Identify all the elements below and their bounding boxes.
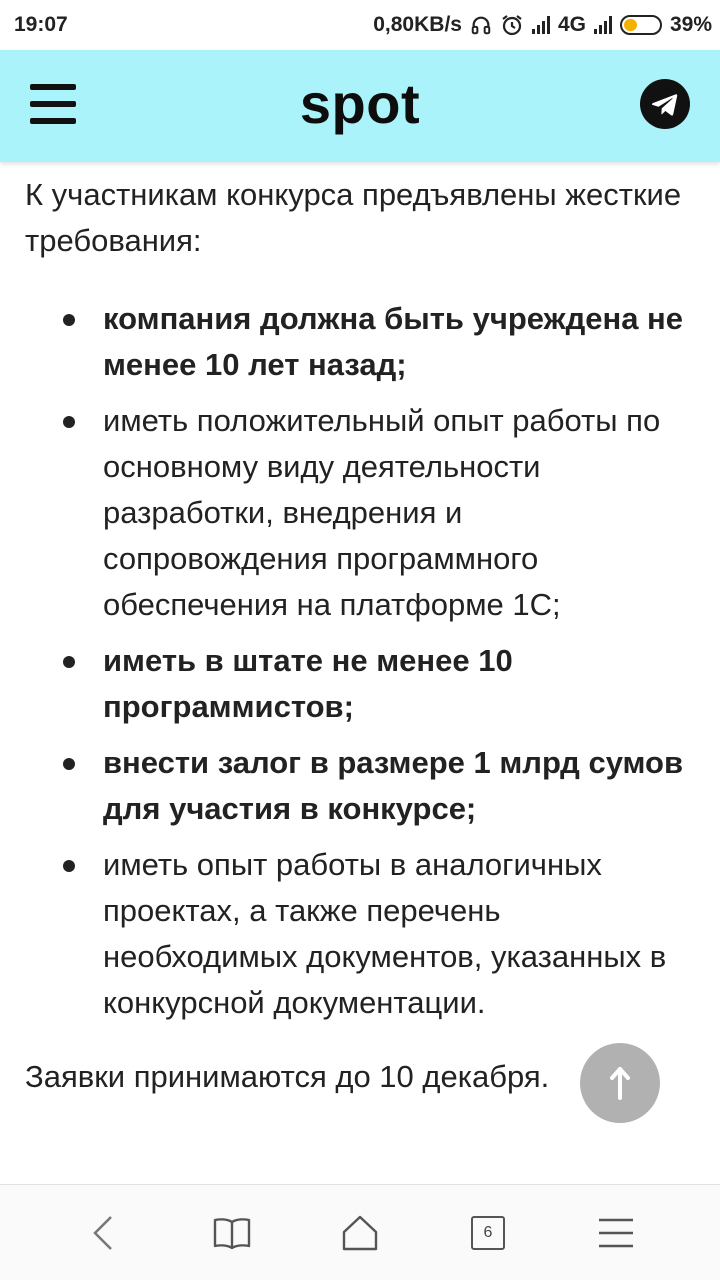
list-item [25, 842, 695, 1026]
bullet-icon [63, 656, 75, 668]
menu-icon[interactable] [586, 1203, 646, 1263]
home-icon[interactable] [330, 1203, 390, 1263]
requirements-list [25, 296, 695, 1026]
requirement-text: иметь положительный опыт работы по основному виду деятельности разработки, внедрения и сопровождения программного обеспечения на платформе 1С; [103, 403, 661, 622]
status-time: 19:07 [14, 13, 68, 36]
article-deadline: Заявки принимаются до 10 декабря. [25, 1059, 550, 1094]
status-indicators [373, 13, 712, 37]
back-icon[interactable] [74, 1203, 134, 1263]
requirement-text: иметь в штате не менее 10 программистов; [103, 643, 513, 724]
site-logo[interactable]: spot [299, 72, 421, 135]
headphones-icon [470, 14, 492, 36]
signal-icon-2 [594, 16, 612, 34]
network-speed: 0,80KB/s [373, 13, 462, 36]
tabs-icon[interactable] [458, 1203, 518, 1263]
requirement-text: внести залог в размере 1 млрд сумов для участия в конкурсе; [103, 745, 684, 826]
bookmarks-icon[interactable] [202, 1203, 262, 1263]
bullet-icon [63, 416, 75, 428]
battery-percent: 39% [669, 13, 712, 36]
battery-icon [620, 15, 662, 35]
list-item [25, 398, 695, 628]
telegram-icon[interactable] [640, 79, 690, 129]
list-item [25, 740, 695, 832]
app-header [0, 50, 720, 162]
bullet-icon [63, 758, 75, 770]
status-bar [0, 0, 720, 50]
battery-fill [624, 19, 637, 31]
requirement-text: иметь опыт работы в аналогичных проектах, а также перечень необходимых документов, указанных в конкурсной документации. [103, 847, 667, 1020]
article-body [25, 172, 695, 1100]
arrow-up-icon [609, 1066, 631, 1100]
bottom-nav [0, 1184, 720, 1280]
list-item [25, 296, 695, 388]
tabs-count: 6 [471, 1216, 505, 1250]
requirement-text: компания должна быть учреждена не менее 10 лет назад; [103, 301, 684, 382]
network-type: 4G [557, 13, 586, 36]
bullet-icon [63, 860, 75, 872]
alarm-icon [500, 13, 524, 37]
signal-icon [532, 16, 550, 34]
scroll-top-button[interactable] [580, 1043, 660, 1123]
list-item [25, 638, 695, 730]
article-intro: К участникам конкурса предъявлены жесткие требования: [25, 177, 682, 258]
bullet-icon [63, 314, 75, 326]
